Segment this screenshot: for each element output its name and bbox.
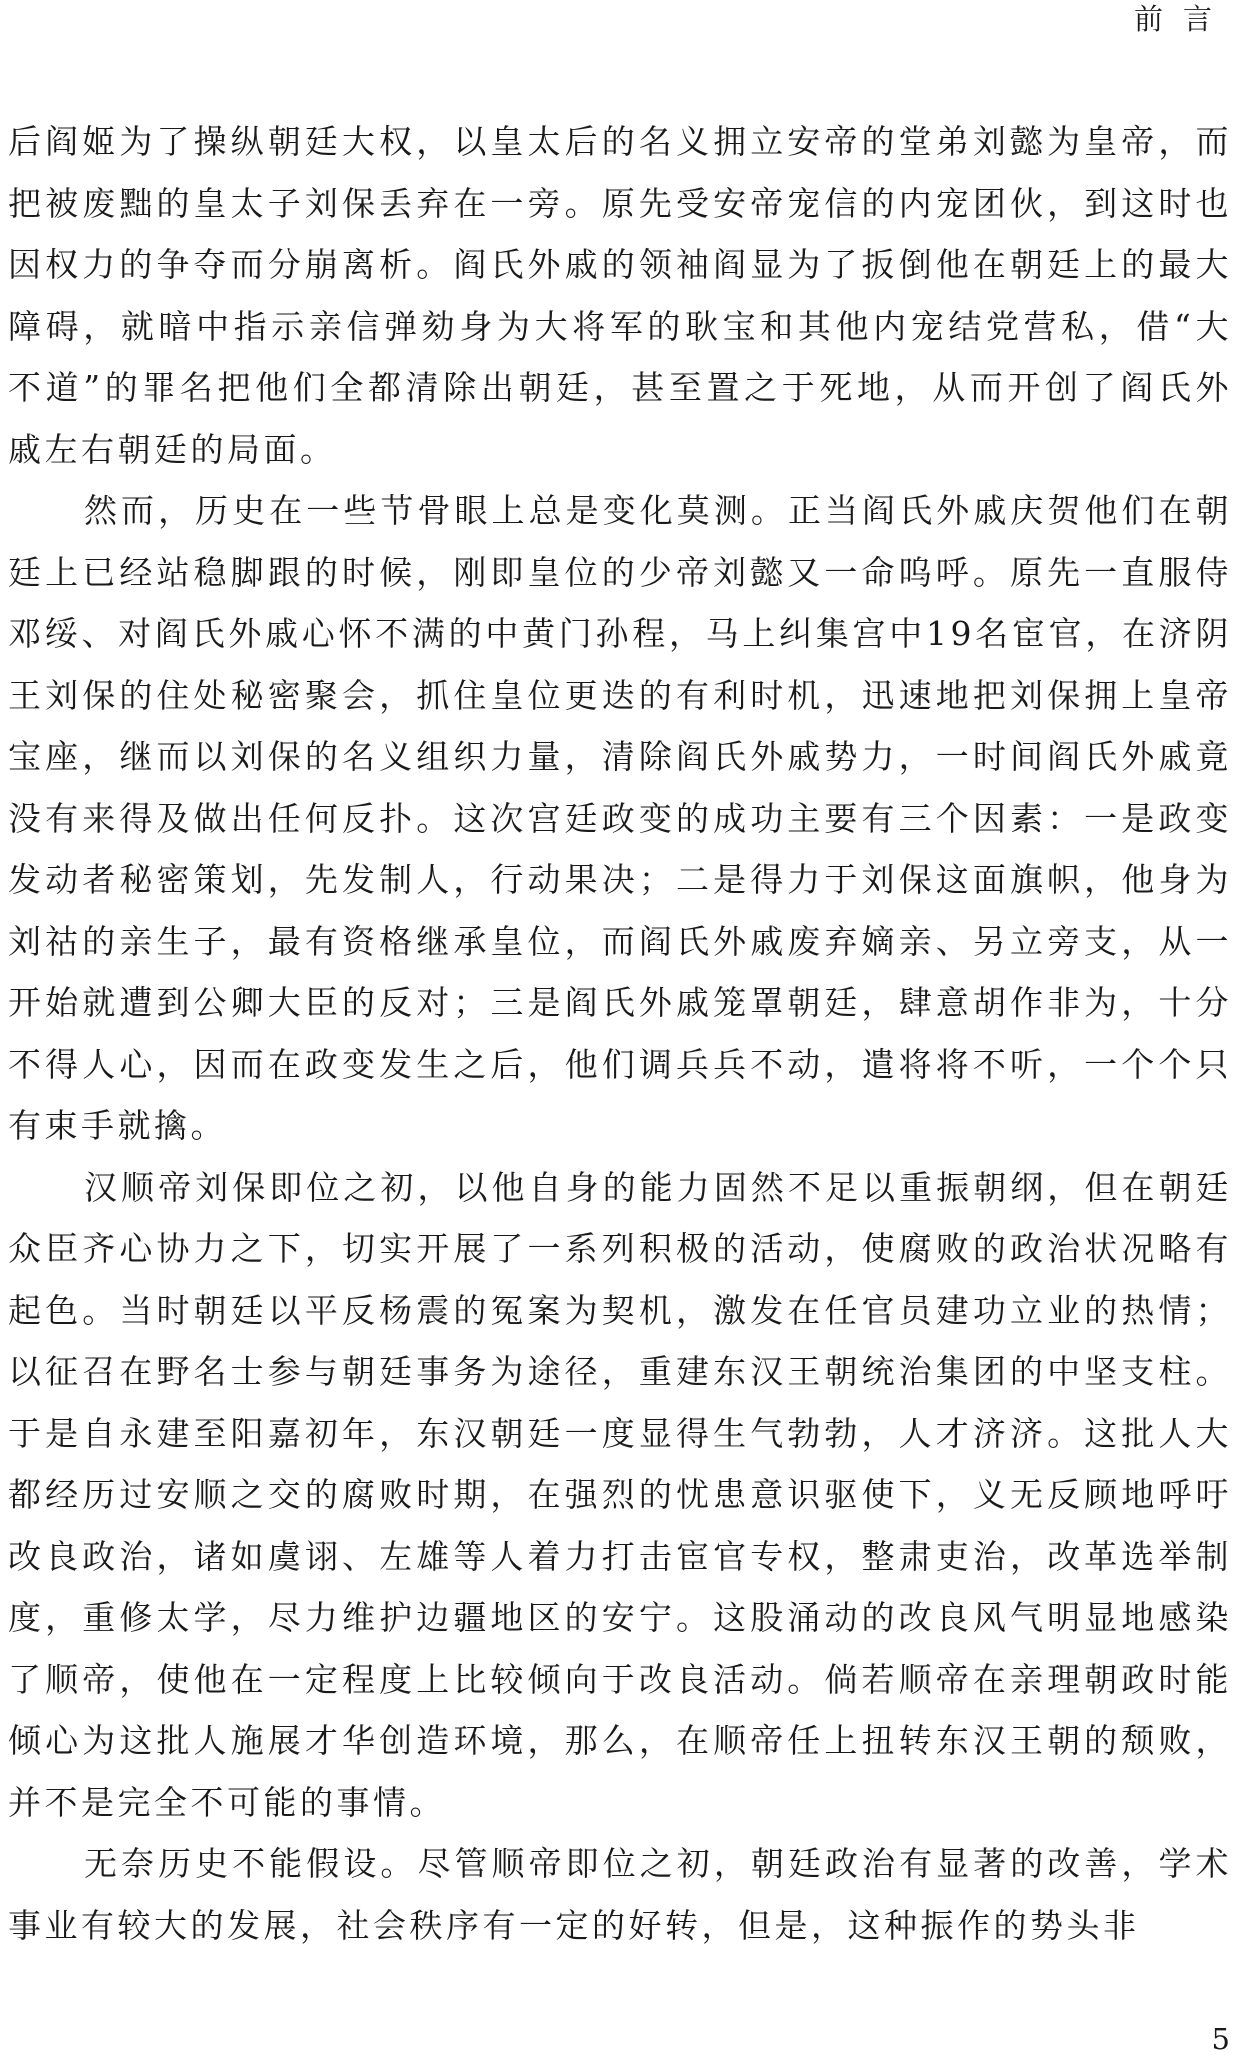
paragraph: 然而，历史在一些节骨眼上总是变化莫测。正当阎氏外戚庆贺他们在朝廷上已经站稳脚跟的时候，刚即皇位的少帝刘懿又一命呜呼。原先一直服侍邓绥、对阎氏外戚心怀不满的中黄门孙程，马上纠集宫中19名宦官，在济阴王刘保的住处秘密聚会，抓住皇位更迭的有利时机，迅速地把刘保拥上皇帝宝座，继而以刘保的名义组织力量，清除阎氏外戚势力，一时间阎氏外戚竟没有来得及做出任何反扑。这次宫廷政变的成功主要有三个因素：一是政变发动者秘密策划，先发制人，行动果决；二是得力于刘保这面旗帜，他身为刘祜的亲生子，最有资格继承皇位，而阎氏外戚废弃嫡亲、另立旁支，从一开始就遭到公卿大臣的反对；三是阎氏外戚笼罩朝廷，肆意胡作非为，十分不得人心，因而在政变发生之后，他们调兵兵不动，遣将将不听，一个个只有束手就擒。 — [8, 491, 1232, 1145]
paragraph: 无奈历史不能假设。尽管顺帝即位之初，朝廷政治有显著的改善，学术事业有较大的发展，社会秩序有一定的好转，但是，这种振作的势头非 — [8, 1844, 1232, 1945]
paragraph-continued: 后阎姬为了操纵朝廷大权，以皇太后的名义拥立安帝的堂弟刘懿为皇帝，而把被废黜的皇太子刘保丢弃在一旁。原先受安帝宠信的内宠团伙，到这时也因权力的争夺而分崩离析。阎氏外戚的领袖阎显为了扳倒他在朝廷上的最大障碍，就暗中指示亲信弹劾身为大将军的耿宝和其他内宠结党营私，借“大不道”的罪名把他们全都清除出朝廷，甚至置之于死地，从而开创了阎氏外戚左右朝廷的局面。 — [8, 122, 1232, 469]
paragraph: 汉顺帝刘保即位之初，以他自身的能力固然不足以重振朝纲，但在朝廷众臣齐心协力之下，切实开展了一系列积极的活动，使腐败的政治状况略有起色。当时朝廷以平反杨震的冤案为契机，激发在任官员建功立业的热情；以征召在野名士参与朝廷事务为途径，重建东汉王朝统治集团的中坚支柱。于是自永建至阳嘉初年，东汉朝廷一度显得生气勃勃，人才济济。这批人大都经历过安顺之交的腐败时期，在强烈的忧患意识驱使下，义无反顾地呼吁改良政治，诸如虞诩、左雄等人着力打击宦官专权，整肃吏治，改革选举制度，重修太学，尽力维护边疆地区的安宁。这股涌动的改良风气明显地感染了顺帝，使他在一定程度上比较倾向于改良活动。倘若顺帝在亲理朝政时能倾心为这批人施展才华创造环境，那么，在顺帝任上扭转东汉王朝的颓败，并不是完全不可能的事情。 — [8, 1167, 1232, 1822]
page-number: 5 — [1211, 2022, 1230, 2056]
body-text — [8, 111, 1232, 1956]
running-head: 前言 — [1133, 2, 1232, 36]
